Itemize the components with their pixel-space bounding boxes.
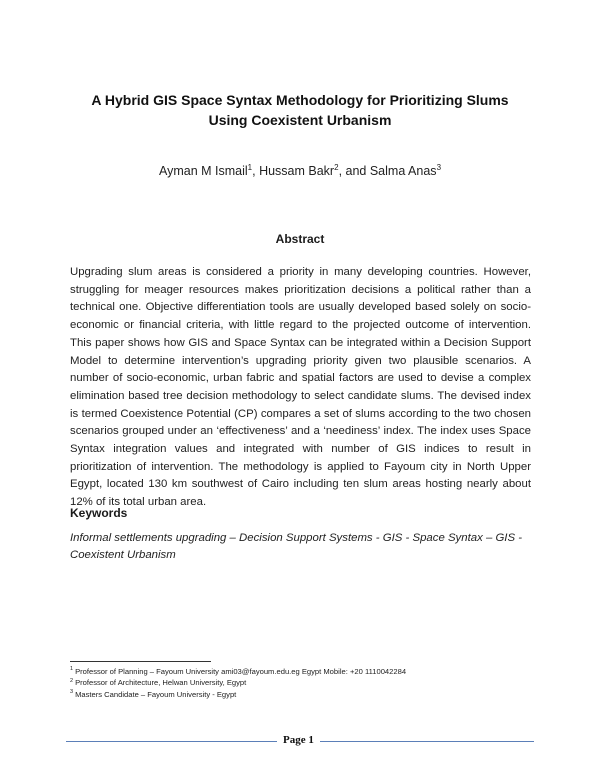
footnotes	[70, 666, 540, 700]
abstract-heading: Abstract	[275, 232, 325, 246]
footnote-text: Professor of Architecture, Helwan University, Egypt	[75, 678, 247, 688]
author-separator: , and	[338, 164, 370, 178]
keywords-heading: Keywords	[70, 506, 128, 520]
author-footnote-marker: 1	[247, 162, 253, 172]
paper-title-line-2: Using Coexistent Urbanism	[208, 112, 392, 128]
footnote-divider	[70, 661, 211, 662]
author-footnote-marker: 2	[334, 162, 339, 172]
paper-title-line-1: A Hybrid GIS Space Syntax Methodology for Prioritizing Slums	[91, 92, 509, 108]
paper-title	[40, 90, 560, 130]
author-name: Hussam Bakr	[259, 164, 335, 178]
author-footnote-marker: 3	[436, 162, 442, 172]
footnote-text: Professor of Planning – Fayoum University ami03@fayoum.edu.eg Egypt Mobile: +20 1110042284	[75, 667, 407, 676]
author-name: Salma Anas	[369, 164, 437, 178]
footnote-marker: 1	[70, 666, 74, 673]
page-number: Page 1	[277, 734, 320, 746]
footnote	[70, 677, 540, 688]
footnote-marker: 2	[70, 677, 74, 684]
footnote	[70, 666, 540, 677]
abstract-text: Upgrading slum areas is considered a priority in many developing countries. However, struggling for meager resources makes prioritization decisions a political rather than a technical one. Objective differentiation tools are usually developed based solely on socio-economic or financial criteria, with little regard to the projected outcome of intervention. This paper shows how GIS and Space Syntax can be integrated within a Decision Support Model to determine intervention’s upgrading priority given two plausible scenarios. A number of socio-economic, urban fabric and spatial factors are used to devise a complex elimination based tree decision methodology to select candidate slums. The devised index is termed Coexistence Potential (CP) compares a set of slums according to the two chosen scenarios grouped under an ‘effectiveness’ and a ‘neediness’ index. The index uses Space Syntax integration values and integrated with number of GIS indices to result in prioritization of intervention. The methodology is applied to Fayoum city in North Upper Egypt, located 130 km southwest of Cairo including ten slum areas hosting nearly about 12% of its total urban area.	[70, 266, 531, 509]
author-list	[40, 164, 560, 178]
footnote-marker: 3	[70, 689, 74, 696]
author-name: Ayman M Ismail	[158, 164, 248, 178]
keywords-text: Informal settlements upgrading – Decision Support Systems - GIS - Space Syntax – GIS - Coexistent Urbanism	[70, 532, 523, 561]
footnote-text: Masters Candidate – Fayoum University - Egypt	[75, 689, 237, 699]
author-separator: ,	[252, 164, 260, 178]
footnote	[70, 689, 540, 700]
